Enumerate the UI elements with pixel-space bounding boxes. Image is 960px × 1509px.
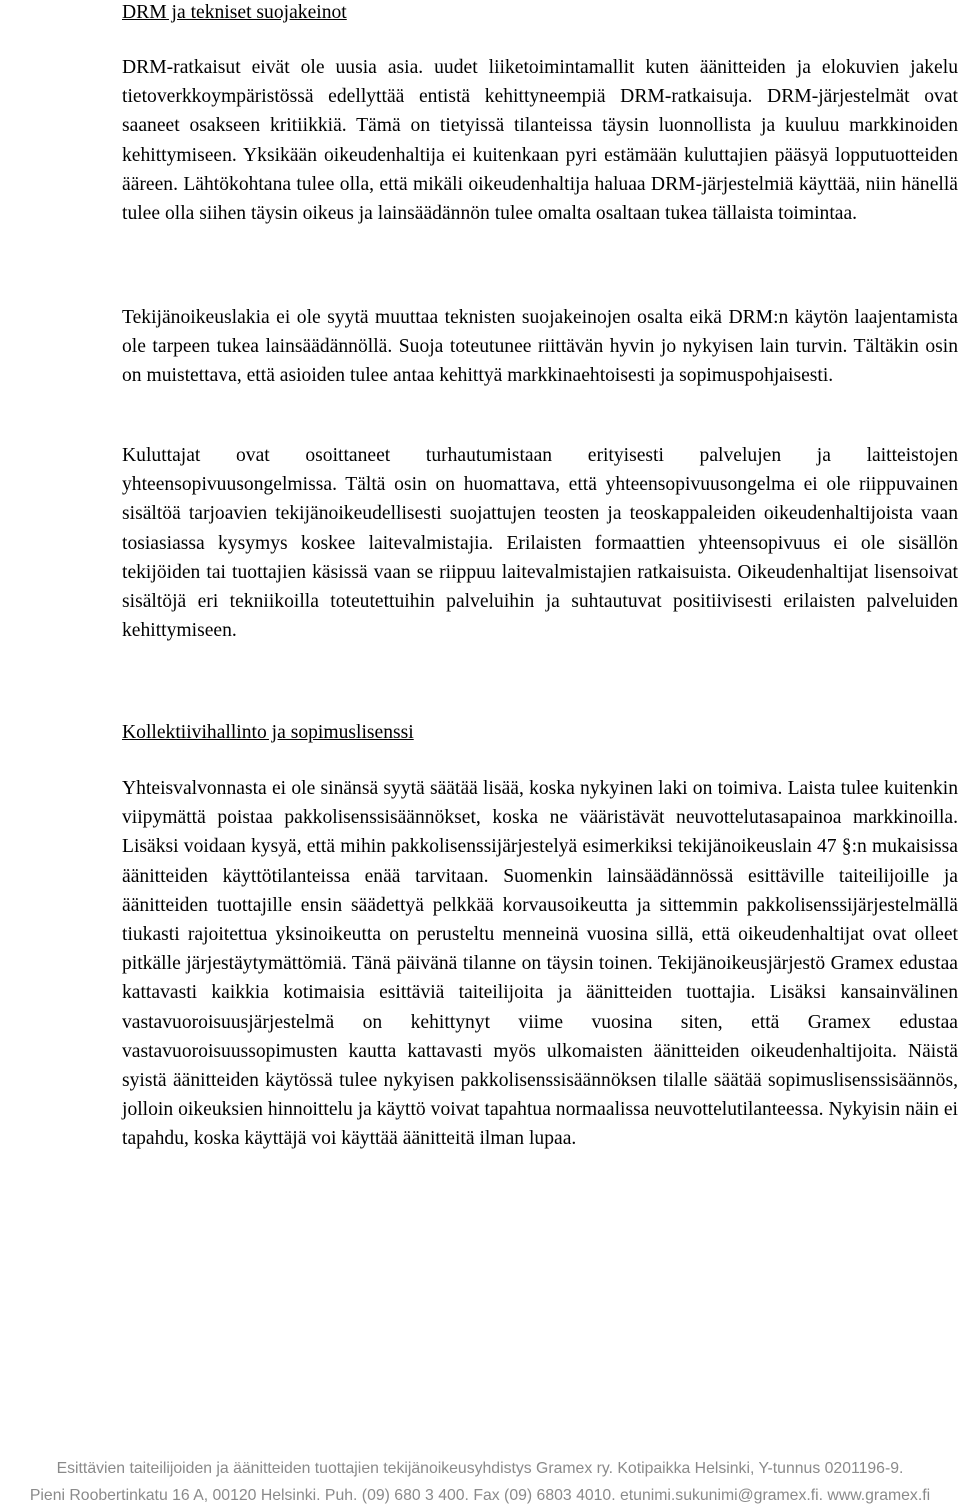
footer-line-organization: Esittävien taiteilijoiden ja äänitteiden tuottajien tekijänoikeusyhdistys Gramex ry. Kotipaikka Helsinki, Y-tunnus 0201196-9. xyxy=(56,1460,904,1477)
section-heading-collective-management: Kollektiivihallinto ja sopimuslisenssi xyxy=(122,722,414,743)
paragraph-consumers: Kuluttajat ovat osoittaneet turhautumistaan erityisesti palvelujen ja laitteistojen yhteensopivuusongelmissa. Tältä osin on huomattava, että yhteensopivuusongelma ei ole riippuvainen sisältöä tarjoavien tekijänoikeudellisesti suojattujen teosten ja teoskappaleiden oikeudenhaltijoista vaan tosiasiassa kysymys koskee laitevalmistajia. Erilaisten formaattien yhteensopivuus ei ole sisällön tekijöiden tai tuottajien käsissä vaan se riippuu laitevalmistajien ratkaisuista. Oikeudenhaltijat lisensoivat sisältöjä eri tekniikoilla toteutettuihin palveluihin ja suhtautuvat positiivisesti erilaisten palveluiden kehittymiseen. xyxy=(122,445,958,642)
paragraph-copyright-law: Tekijänoikeuslakia ei ole syytä muuttaa teknisten suojakeinojen osalta eikä DRM:n käytön laajentamista ole tarpeen tukea lainsäädännöllä. Suoja toteutunee riittävän hyvin jo nykyisen lain turvin. Tältäkin osin on muistettava, että asioiden tulee antaa kehittyä markkinaehtoisesti ja sopimuspohjaisesti. xyxy=(122,307,958,387)
paragraph-collective-management: Yhteisvalvonnasta ei ole sinänsä syytä säätää lisää, koska nykyinen laki on toimiva. Laista tulee kuitenkin viipymättä poistaa pakkolisenssisäännökset, koska ne vääristävät neuvottelutasapainoa markkinoilla. Lisäksi voidaan kysyä, että mihin pakkolisenssijärjestelyä esimerkiksi tekijänoikeuslain 47 §:n mukaisissa äänitteiden käyttötilanteissa enää tarvitaan. Suomenkin lainsäädännössä esittäville taiteilijoille ja äänitteiden tuottajille ensin säädettyä pelkkää korvausoikeutta ja sittemmin pakkolisenssijärjestelmällä tiukasti rajoitettua yksinoikeutta on perusteltu menneinä vuosina sillä, että oikeudenhaltijat ovat olleet pitkälle järjestäytymättömiä. Tänä päivänä tilanne on täysin toinen. Tekijänoikeusjärjestö Gramex edustaa kattavasti kaikkia kotimaisia esittäviä taiteilijoita ja äänitteiden tuottajia. Lisäksi kansainvälinen vastavuoroisuusjärjestelmä on kehittynyt viime vuosina siten, että Gramex edustaa vastavuoroisuussopimusten kautta kattavasti myös ulkomaisten äänitteiden oikeudenhaltijoita. Näistä syistä äänitteiden käytössä tulee nykyisen pakkolisenssisäännöksen tilalle säätää sopimuslisenssisäännös, jolloin oikeuksien hinnoittelu ja käyttö voivat tapahtua normaalissa neuvottelutilanteessa. Nykyisin näin ei tapahdu, koska käyttäjä voi käyttää äänitteitä ilman lupaa. xyxy=(122,778,958,1150)
footer-line-contact: Pieni Roobertinkatu 16 A, 00120 Helsinki. Puh. (09) 680 3 400. Fax (09) 6803 4010. etunimi.sukunimi@gramex.fi. www.gramex.fi xyxy=(29,1487,931,1504)
page-footer xyxy=(0,1455,960,1509)
paragraph-drm-intro: DRM-ratkaisut eivät ole uusia asia. uudet liiketoimintamallit kuten äänitteiden ja elokuvien jakelu tietoverkkoympäristössä edellyttää entistä kehittyneempiä DRM-ratkaisuja. DRM-järjestelmät ovat saaneet osakseen kritiikkiä. Tämä on tietyissä tilanteissa täysin luonnollista ja kuuluu markkinoiden kehittymiseen. Yksikään oikeudenhaltija ei kuitenkaan pyri estämään kuluttajien pääsyä lopputuotteiden ääreen. Lähtökohtana tulee olla, että mikäli oikeudenhaltija haluaa DRM-järjestelmiä käyttää, niin hänellä tulee olla siihen täysin oikeus ja lainsäädännön tulee omalta osaltaan tukea tällaista toimintaa. xyxy=(122,57,958,225)
section-heading-drm: DRM ja tekniset suojakeinot xyxy=(122,2,347,23)
